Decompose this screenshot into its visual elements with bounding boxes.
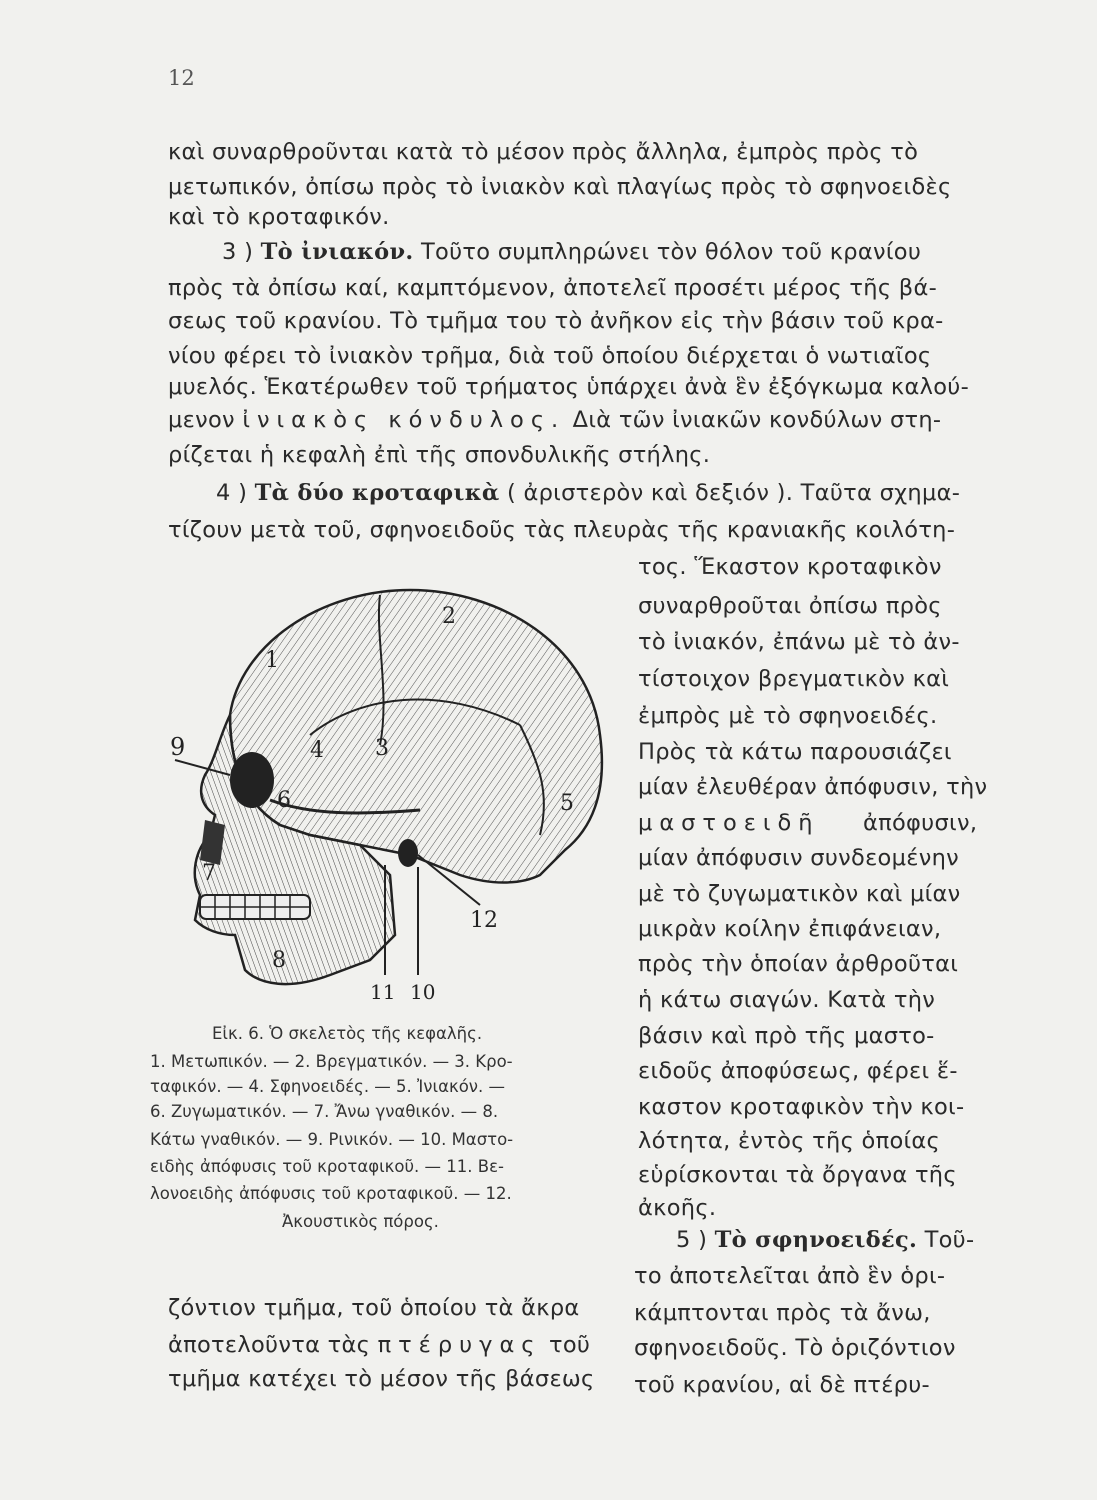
text-line: τος. Ἕκαστον κροταφικὸν xyxy=(638,554,942,580)
text-line: μυελός. Ἑκατέρωθεν τοῦ τρήματος ὑπάρχει ἀνὰ ἓν ἐξόγκωμα καλού- xyxy=(168,374,970,400)
text-line: τίζουν μετὰ τοῦ, σφηνοειδοῦς τὰς πλευρὰς τῆς κρανιακῆς κοιλότη- xyxy=(168,517,956,543)
text-line: τμῆμα κατέχει τὸ μέσον τῆς βάσεως xyxy=(168,1366,595,1392)
text-line: μὲ τὸ ζυγωματικὸν καὶ μίαν xyxy=(638,881,961,907)
text-fragment: ἀπόφυσιν, xyxy=(862,810,978,836)
text-line: μικρὰν κοίλην ἐπιφάνειαν, xyxy=(638,916,942,942)
text-line: εὑρίσκονται τὰ ὄργανα τῆς xyxy=(638,1162,957,1188)
skull-illustration xyxy=(160,575,620,1015)
text-line: ἐμπρὸς μὲ τὸ σφηνοειδές. xyxy=(638,703,938,729)
text-line: καὶ συναρθροῦνται κατὰ τὸ μέσον πρὸς ἄλληλα, ἐμπρὸς πρὸς τὸ xyxy=(168,139,919,165)
label-7: 7 xyxy=(202,861,216,886)
label-5: 5 xyxy=(560,791,574,816)
text-line: Πρὸς τὰ κάτω παρουσιάζει xyxy=(638,739,952,765)
label-10: 10 xyxy=(410,980,436,1004)
text-line: ειδοῦς ἀποφύσεως, φέρει ἕ- xyxy=(638,1058,958,1084)
label-11: 11 xyxy=(370,980,396,1004)
text-line: τοῦ κρανίου, αἱ δὲ πτέρυ- xyxy=(634,1372,930,1398)
figure-caption-line: ειδὴς ἀπόφυσις τοῦ κροταφικοῦ. — 11. Βε- xyxy=(150,1157,504,1176)
text-line: νίου φέρει τὸ ἰνιακὸν τρῆμα, διὰ τοῦ ὁποίου διέρχεται ὁ νωτιαῖος xyxy=(168,343,932,369)
text-line: καστον κροταφικὸν τὴν κοι- xyxy=(638,1094,965,1120)
text-line: το ἀποτελεῖται ἀπὸ ἓν ὁρι- xyxy=(634,1263,946,1289)
text-fragment: ( ἀριστερὸν καὶ δεξιόν ). Ταῦτα σχημα- xyxy=(506,480,961,506)
section-4-first-line xyxy=(216,478,960,508)
text-line: τὸ ἰνιακόν, ἐπάνω μὲ τὸ ἀν- xyxy=(638,629,960,655)
text-line: λότητα, ἐντὸς τῆς ὁποίας xyxy=(638,1128,941,1154)
text-line: μίαν ἐλευθέραν ἀπόφυσιν, τὴν xyxy=(638,774,988,800)
section-heading: Τὰ δύο κροταφικὰ xyxy=(254,480,500,506)
text-line: ζόντιον τμῆμα, τοῦ ὁποίου τὰ ἄκρα xyxy=(168,1295,580,1321)
figure-caption-title: Εἰκ. 6. Ὁ σκελετὸς τῆς κεφαλῆς. xyxy=(212,1024,483,1043)
text-line: πρὸς τὰ ὀπίσω καί, καμπτόμενον, ἀποτελεῖ προσέτι μέρος τῆς βά- xyxy=(168,275,937,301)
section-heading: Τὸ σφηνοειδές. xyxy=(714,1227,918,1253)
figure-caption-line: 6. Ζυγωματικόν. — 7. Ἄνω γναθικόν. — 8. xyxy=(150,1102,499,1121)
figure-caption-line: Κάτω γναθικόν. — 9. Ρινικόν. — 10. Μαστο- xyxy=(150,1130,514,1149)
text-line: συναρθροῦται ὀπίσω πρὸς xyxy=(638,593,942,619)
text-line: πρὸς τὴν ὁποίαν ἀρθροῦται xyxy=(638,951,959,977)
text-line: τίστοιχον βρεγματικὸν καὶ xyxy=(638,666,950,692)
label-9: 9 xyxy=(170,733,186,761)
section-heading: Τὸ ἰνιακόν. xyxy=(260,239,414,265)
text-line: κάμπτονται πρὸς τὰ ἄνω, xyxy=(634,1300,931,1326)
label-4: 4 xyxy=(310,738,324,763)
text-line: ἡ κάτω σιαγών. Κατὰ τὴν xyxy=(638,987,936,1013)
figure-caption-line: λονοειδὴς ἀπόφυσις τοῦ κροταφικοῦ. — 12. xyxy=(150,1184,512,1203)
label-1: 1 xyxy=(265,648,279,673)
text-line xyxy=(168,1330,590,1360)
text-line xyxy=(638,808,977,838)
text-fragment: Τοῦ- xyxy=(924,1227,975,1253)
text-fragment: Διὰ τῶν ἰνιακῶν κονδύλων στη- xyxy=(572,407,942,433)
text-line: βάσιν καὶ πρὸ τῆς μαστο- xyxy=(638,1023,935,1049)
spaced-term: ἰνιακὸς κόνδυλος. xyxy=(242,407,566,433)
text-fragment: τοῦ xyxy=(548,1332,591,1358)
text-line: σφηνοειδοῦς. Τὸ ὁριζόντιον xyxy=(634,1335,956,1361)
figure-caption-line: 1. Μετωπικόν. — 2. Βρεγματικόν. — 3. Κρο- xyxy=(150,1052,513,1071)
ear-canal xyxy=(398,839,418,867)
section-number: 3 ) xyxy=(222,239,254,265)
figure-caption-line: Ἀκουστικὸς πόρος. xyxy=(282,1212,439,1231)
figure-caption-line: ταφικόν. — 4. Σφηνοειδές. — 5. Ἰνιακόν. — xyxy=(150,1077,506,1096)
text-line: μετωπικόν, ὀπίσω πρὸς τὸ ἰνιακὸν καὶ πλαγίως πρὸς τὸ σφηνοειδὲς xyxy=(168,174,952,200)
section-5-first-line xyxy=(676,1225,974,1255)
text-line: σεως τοῦ κρανίου. Τὸ τμῆμα του τὸ ἀνῆκον εἰς τὴν βάσιν τοῦ κρα- xyxy=(168,308,944,334)
skull-figure xyxy=(160,575,620,1015)
section-number: 4 ) xyxy=(216,480,248,506)
spaced-term: πτέρυγας xyxy=(377,1332,542,1358)
eye-socket xyxy=(230,752,274,808)
section-number: 5 ) xyxy=(676,1227,708,1253)
text-line: ἀκοῆς. xyxy=(638,1195,717,1221)
label-8: 8 xyxy=(272,948,286,973)
label-2: 2 xyxy=(442,604,456,629)
text-fragment: μενον xyxy=(168,407,235,433)
label-12: 12 xyxy=(470,908,498,933)
page-number: 12 xyxy=(168,66,195,90)
text-line: ρίζεται ἡ κεφαλὴ ἐπὶ τῆς σπονδυλικῆς στήλης. xyxy=(168,442,711,468)
text-fragment: ἀποτελοῦντα τὰς xyxy=(168,1332,371,1358)
label-3: 3 xyxy=(375,736,389,761)
text-line: καὶ τὸ κροταφικόν. xyxy=(168,204,390,230)
spaced-term: μαστοειδῆ xyxy=(638,810,820,836)
text-fragment: Τοῦτο συμπληρώνει τὸν θόλον τοῦ κρανίου xyxy=(420,239,922,265)
label-6: 6 xyxy=(277,788,291,813)
text-line: μίαν ἀπόφυσιν συνδεομένην xyxy=(638,845,959,871)
section-3-first-line xyxy=(222,237,921,267)
text-line xyxy=(168,405,941,435)
